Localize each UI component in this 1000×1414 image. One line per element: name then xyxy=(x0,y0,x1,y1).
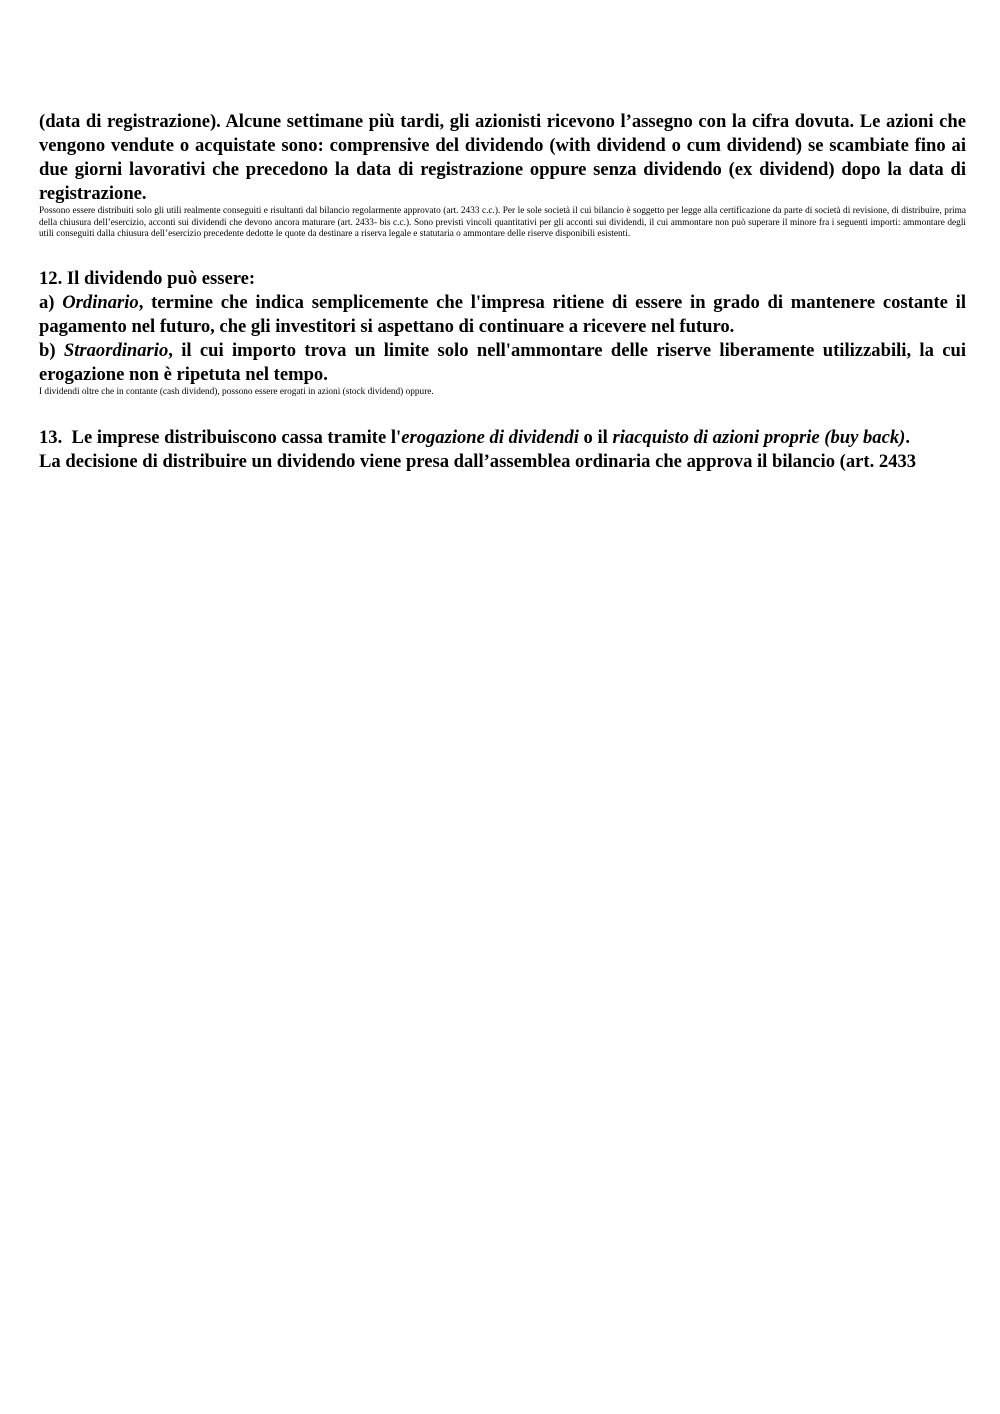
section-13-number: 13. xyxy=(39,426,63,448)
item-b-text: , il cui importo trova un limite solo nell'ammontare delle riserve liberamente utilizzabili, la cui erogazione non è ripetuta nel tempo. xyxy=(39,340,966,386)
item-a-term: Ordinario xyxy=(62,292,139,314)
item-a-prefix: a) xyxy=(39,292,63,314)
intro-paragraph: (data di registrazione). Alcune settimane più tardi, gli azionisti ricevono l’assegno con la cifra dovuta. Le azioni che vengono vendute o acquistate sono: comprensive del dividendo (with dividend o cum dividend) se scambiate fino ai due giorni lavorativi che precedono la data di registrazione oppure senza dividendo (ex dividend) dopo la data di registrazione. xyxy=(39,111,966,204)
section-12-item-a xyxy=(39,291,966,339)
item-b-term: Straordinario xyxy=(63,340,169,362)
section-12-note: I dividendi oltre che in contante (cash dividend), possono essere erogati in azioni (stock dividend) oppure. xyxy=(39,387,434,398)
item-a-text: , termine che indica semplicemente che l'impresa ritiene di essere in grado di mantenere costante il pagamento nel futuro, che gli investitori si aspettano di continuare a ricevere nel futuro. xyxy=(39,292,967,338)
section-13-text3: . xyxy=(905,426,910,448)
intro-footnote: Possono essere distribuiti solo gli utili realmente conseguiti e risultanti dal bilancio regolarmente approvato (art. 2433 c.c.). Per le sole società il cui bilancio è soggetto per legge alla certificazione da parte di società di revisione, di distribuire, prima della chiusura dell’esercizio, acconti sui dividendi che devono ancora maturare (art. 2433- bis c.c.). Sono previsti vincoli quantitativi per gli acconti sui dividendi, il cui ammontare non può superare il minore fra i seguenti importi: ammontare degli utili conseguiti dalla chiusura dell’esercizio precedente dedotte le quote da destinare a riserva legale e statutaria o ammontare delle riserve disponibili esistenti. xyxy=(39,206,966,240)
section-13-text2: o il xyxy=(578,426,613,448)
section-12-item-b xyxy=(39,339,966,387)
section-13-term1: erogazione di dividendi xyxy=(401,426,579,448)
section-13-text1: Le imprese distribuiscono cassa tramite l' xyxy=(71,426,402,448)
section-13-term2: riacquisto di azioni proprie (buy back) xyxy=(612,426,906,448)
document-page xyxy=(39,110,966,474)
section-12-heading: 12. Il dividendo può essere: xyxy=(39,268,256,290)
section-13-line2: La decisione di distribuire un dividendo viene presa dall’assemblea ordinaria che approva il bilancio (art. 2433 xyxy=(39,450,917,472)
section-13-paragraph xyxy=(39,426,966,474)
item-b-prefix: b) xyxy=(39,340,64,362)
